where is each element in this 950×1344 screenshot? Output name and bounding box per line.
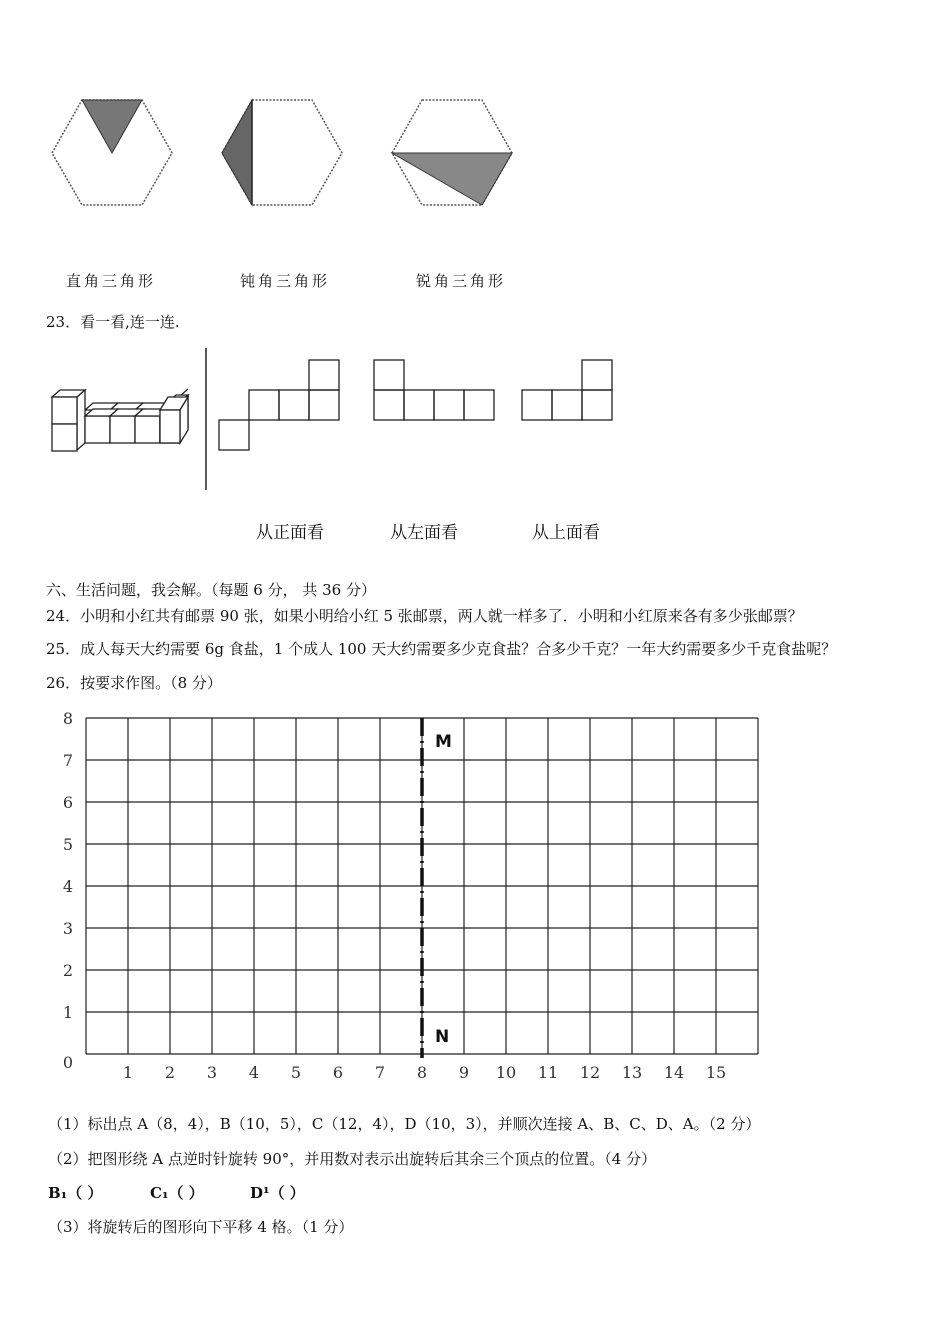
- y-tick-label: 3: [62, 919, 74, 938]
- answer-b1: B₁（ ）: [48, 1184, 103, 1202]
- x-tick-label: 7: [374, 1063, 386, 1082]
- x-tick-label: 15: [705, 1063, 727, 1082]
- coordinate-grid: [0, 700, 950, 1090]
- x-tick-label: 6: [332, 1063, 344, 1082]
- x-tick-label: 12: [579, 1063, 601, 1082]
- hexagon-right-triangle: [52, 100, 172, 205]
- question-24: 24．小明和小红共有邮票 90 张，如果小明给小红 5 张邮票，两人就一样多了．小明和小红原来各有多少张邮票？: [46, 607, 803, 625]
- x-tick-label: 5: [290, 1063, 302, 1082]
- label-n: N: [435, 1027, 450, 1047]
- y-tick-label: 0: [62, 1053, 74, 1072]
- y-tick-label: 8: [62, 709, 74, 728]
- view-label-top: 从上面看: [532, 523, 600, 543]
- y-tick-label: 6: [62, 793, 74, 812]
- hexagon-obtuse-triangle: [222, 100, 342, 205]
- label-acute-triangle: 锐角三角形: [416, 272, 507, 290]
- y-axis-labels: [63, 709, 73, 1072]
- x-tick-label: 9: [458, 1063, 470, 1082]
- part-3: （3）将旋转后的图形向下平移 4 格。（1 分）: [48, 1218, 354, 1236]
- question-23-title: 23．看一看,连一连.: [46, 313, 180, 331]
- part-1: （1）标出点 A（8，4），B（10，5），C（12，4），D（10，3），并顺次连接 A、B、C、D、A。（2 分）: [48, 1115, 761, 1133]
- view-shape-1: [219, 360, 339, 450]
- y-tick-label: 5: [62, 835, 74, 854]
- x-tick-label: 11: [537, 1063, 559, 1082]
- x-tick-label: 14: [663, 1063, 685, 1082]
- label-m: M: [435, 732, 452, 752]
- x-tick-label: 10: [495, 1063, 517, 1082]
- question-23-figures: [40, 340, 640, 500]
- hexagon-acute-triangle: [392, 100, 512, 205]
- part-2: （2）把图形绕 A 点逆时针旋转 90°，并用数对表示出旋转后其余三个顶点的位置。（4 分）: [48, 1150, 657, 1168]
- x-tick-label: 13: [621, 1063, 643, 1082]
- x-tick-label: 2: [164, 1063, 176, 1082]
- answer-c1: C₁（ ）: [150, 1184, 204, 1202]
- x-axis-labels: [123, 1063, 726, 1082]
- y-tick-label: 1: [62, 1003, 74, 1022]
- x-tick-label: 3: [206, 1063, 218, 1082]
- view-label-left: 从左面看: [390, 523, 458, 543]
- cube-solid: [52, 389, 188, 451]
- hexagon-figures: [40, 90, 540, 220]
- view-shape-2: [374, 360, 494, 420]
- y-tick-label: 7: [62, 751, 74, 770]
- x-tick-label: 8: [416, 1063, 428, 1082]
- label-obtuse-triangle: 钝角三角形: [240, 272, 331, 290]
- x-tick-label: 1: [122, 1063, 134, 1082]
- label-right-triangle: 直角三角形: [66, 272, 157, 290]
- y-tick-label: 4: [62, 877, 74, 896]
- x-tick-label: 4: [248, 1063, 260, 1082]
- question-26: 26．按要求作图。（8 分）: [46, 674, 222, 692]
- question-25: 25．成人每天大约需要 6g 食盐，1 个成人 100 天大约需要多少克食盐？合多少千克？一年大约需要多少千克食盐呢？: [46, 640, 837, 658]
- y-tick-label: 2: [62, 961, 74, 980]
- answer-d1: D¹（ ）: [250, 1184, 305, 1202]
- view-shape-3: [522, 360, 612, 420]
- section-6-heading: 六、生活问题，我会解。（每题 6 分， 共 36 分）: [46, 581, 376, 599]
- view-label-front: 从正面看: [256, 523, 324, 543]
